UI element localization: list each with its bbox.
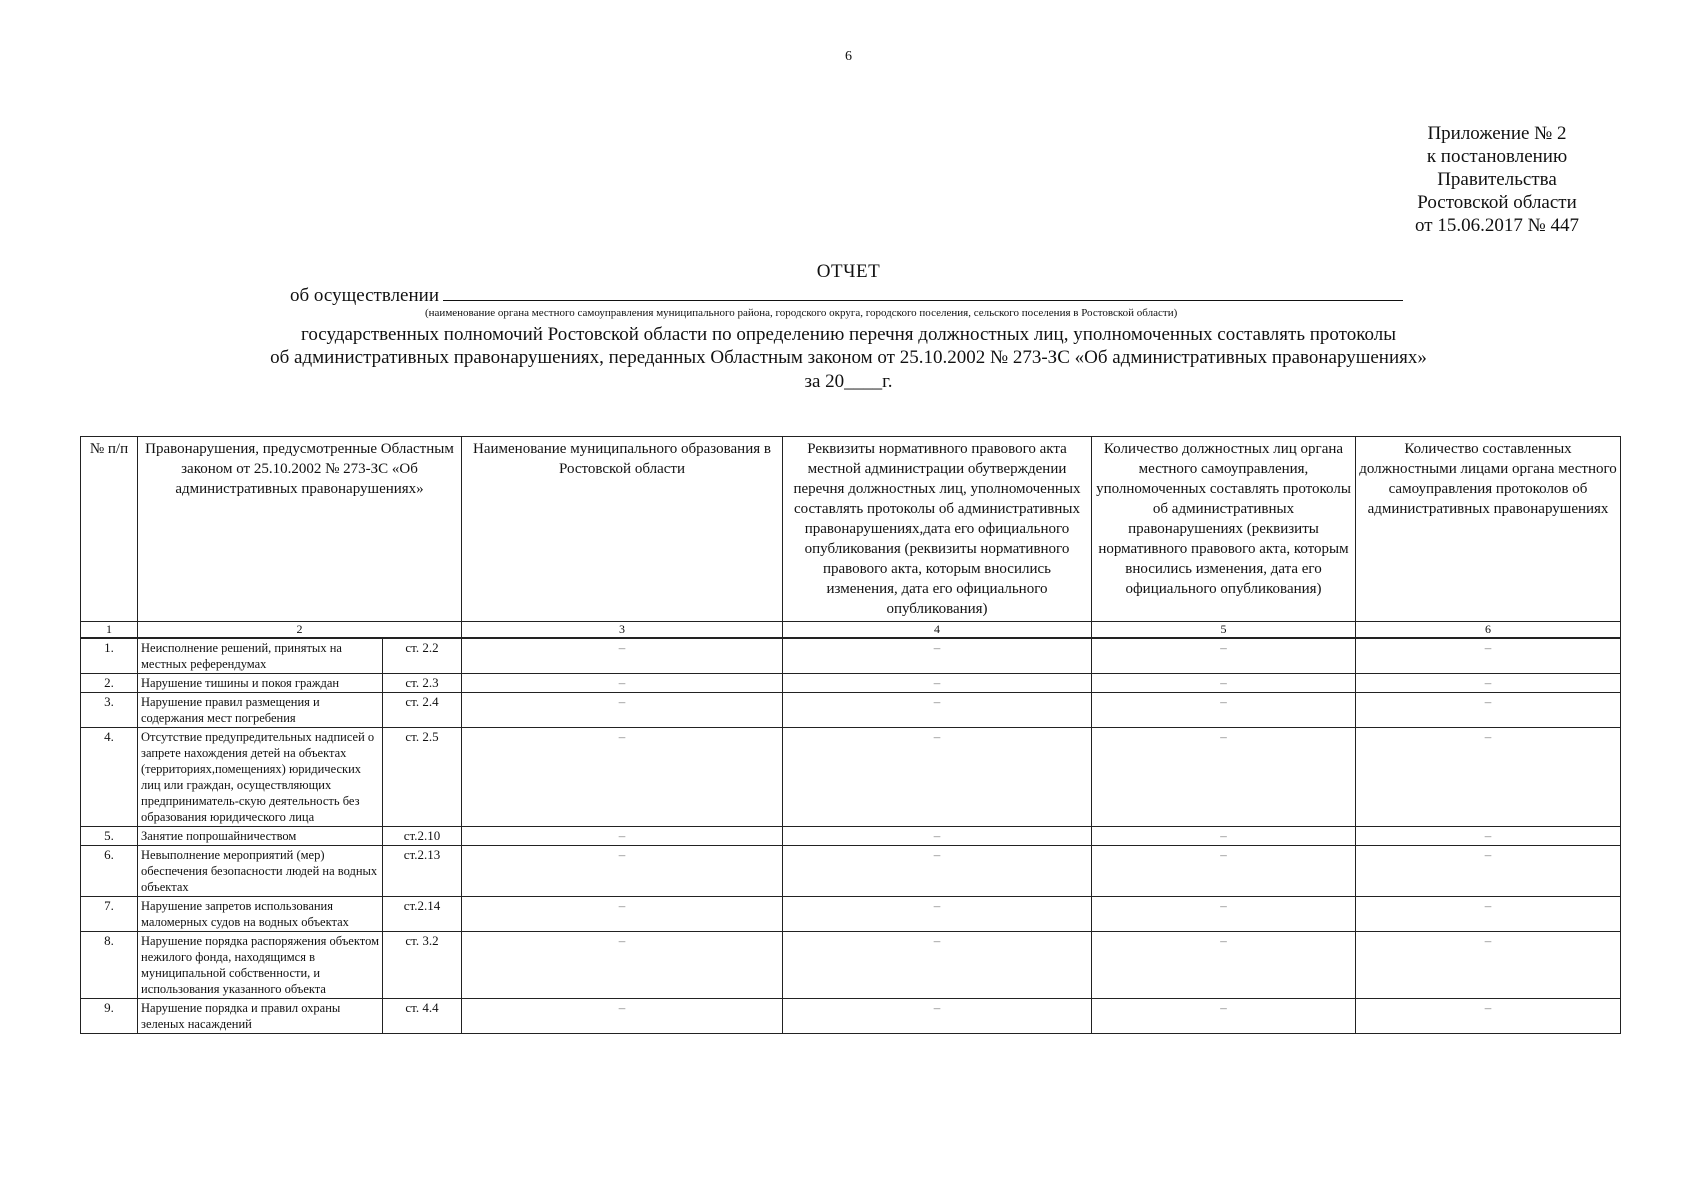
row-cell: – <box>462 827 783 846</box>
report-subtitle-line-1: государственных полномочий Ростовской области по определению перечня должностных лиц, уполномоченных составлять протоколы <box>301 324 1396 345</box>
row-article: ст. 2.5 <box>383 728 462 827</box>
table-row <box>81 932 1621 999</box>
about-line <box>290 285 1403 307</box>
row-number: 1. <box>81 638 138 674</box>
row-cell: – <box>783 999 1092 1034</box>
appendix-line: Приложение № 2 <box>1427 123 1567 144</box>
appendix-block <box>1357 122 1597 237</box>
row-number: 4. <box>81 728 138 827</box>
column-number: 4 <box>783 622 1092 639</box>
row-number: 5. <box>81 827 138 846</box>
row-cell: – <box>1356 693 1621 728</box>
row-cell: – <box>783 827 1092 846</box>
row-cell: – <box>1092 932 1356 999</box>
header-offense: Правонарушения, предусмотренные Областным законом от 25.10.2002 № 273-ЗС «Об административных правонарушениях» <box>138 437 462 622</box>
row-cell: – <box>783 674 1092 693</box>
row-cell: – <box>462 638 783 674</box>
row-cell: – <box>1092 897 1356 932</box>
row-cell: – <box>1092 693 1356 728</box>
column-number: 1 <box>81 622 138 639</box>
row-cell: – <box>783 693 1092 728</box>
row-cell: – <box>1092 638 1356 674</box>
row-cell: – <box>1356 728 1621 827</box>
row-article: ст.2.13 <box>383 846 462 897</box>
column-numbers-row <box>81 622 1621 639</box>
row-article: ст. 3.2 <box>383 932 462 999</box>
row-cell: – <box>783 638 1092 674</box>
row-article: ст. 2.4 <box>383 693 462 728</box>
table-row <box>81 897 1621 932</box>
appendix-line: Правительства <box>1437 169 1557 190</box>
table-row <box>81 999 1621 1034</box>
about-prefix: об осуществлении <box>290 285 439 306</box>
row-cell: – <box>462 693 783 728</box>
header-municipality: Наименование муниципального образования в Ростовской области <box>462 437 783 622</box>
organ-name-blank <box>443 286 1403 301</box>
row-offense: Неисполнение решений, принятых на местных референдумах <box>138 638 383 674</box>
table-row <box>81 827 1621 846</box>
row-number: 3. <box>81 693 138 728</box>
column-number: 5 <box>1092 622 1356 639</box>
row-cell: – <box>1092 728 1356 827</box>
row-offense: Нарушение правил размещения и содержания мест погребения <box>138 693 383 728</box>
row-cell: – <box>462 846 783 897</box>
header-protocols-count: Количество составленных должностными лицами органа местного самоуправления протоколов об административных правонарушениях <box>1356 437 1621 622</box>
table-row <box>81 638 1621 674</box>
row-cell: – <box>1356 827 1621 846</box>
table-row <box>81 728 1621 827</box>
row-cell: – <box>462 897 783 932</box>
row-number: 8. <box>81 932 138 999</box>
table-row <box>81 693 1621 728</box>
appendix-line: от 15.06.2017 № 447 <box>1415 215 1579 236</box>
row-cell: – <box>1356 897 1621 932</box>
report-table <box>80 436 1621 1034</box>
page-number: 6 <box>845 49 852 64</box>
header-legal-act: Реквизиты нормативного правового акта местной администрации обутверждении перечня должностных лиц, уполномоченных составлять протоколы об административных правонарушениях,дата его официального опубликования (реквизиты нормативного правового акта, которым вносились изменения, дата его официального опубликования) <box>783 437 1092 622</box>
row-cell: – <box>462 728 783 827</box>
row-offense: Нарушение порядка и правил охраны зеленых насаждений <box>138 999 383 1034</box>
row-cell: – <box>1356 846 1621 897</box>
row-cell: – <box>783 932 1092 999</box>
row-cell: – <box>462 999 783 1034</box>
row-number: 9. <box>81 999 138 1034</box>
report-year-line: за 20____г. <box>804 371 893 392</box>
row-offense: Занятие попрошайничеством <box>138 827 383 846</box>
row-cell: – <box>783 846 1092 897</box>
report-subtitle-line-2: об административных правонарушениях, переданных Областным законом от 25.10.2002 № 273-ЗС «Об административных правонарушениях» <box>270 347 1427 368</box>
row-offense: Отсутствие предупредительных надписей о запрете нахождения детей на объектах (территориях,помещениях) юридических лиц или граждан, осуществляющих предприниматель-скую деятельность без образования юридического лица <box>138 728 383 827</box>
appendix-line: к постановлению <box>1426 146 1568 167</box>
row-article: ст. 2.3 <box>383 674 462 693</box>
row-cell: – <box>783 728 1092 827</box>
row-cell: – <box>1092 674 1356 693</box>
row-cell: – <box>1356 638 1621 674</box>
row-number: 7. <box>81 897 138 932</box>
table-header-row <box>81 437 1621 622</box>
row-cell: – <box>462 932 783 999</box>
row-offense: Нарушение порядка распоряжения объектом нежилого фонда, находящимся в муниципальной собственности, и использования указанного объекта <box>138 932 383 999</box>
table-row <box>81 674 1621 693</box>
column-number: 3 <box>462 622 783 639</box>
row-cell: – <box>1092 999 1356 1034</box>
column-number: 2 <box>138 622 462 639</box>
row-article: ст.2.10 <box>383 827 462 846</box>
row-cell: – <box>1356 932 1621 999</box>
header-number: № п/п <box>81 437 138 622</box>
organ-name-hint: (наименование органа местного самоуправления муниципального района, городского округа, городского поселения, сельского поселения в Ростовской области) <box>425 307 1178 319</box>
row-cell: – <box>1092 827 1356 846</box>
row-cell: – <box>1356 674 1621 693</box>
table-row <box>81 846 1621 897</box>
report-title: ОТЧЕТ <box>816 261 881 282</box>
header-officials-count: Количество должностных лиц органа местного самоуправления, уполномоченных составлять протоколы об административных правонарушениях (реквизиты нормативного правового акта, которым вносились изменения, дата его официального опубликования) <box>1092 437 1356 622</box>
row-article: ст. 2.2 <box>383 638 462 674</box>
row-article: ст. 4.4 <box>383 999 462 1034</box>
row-cell: – <box>1092 846 1356 897</box>
row-number: 6. <box>81 846 138 897</box>
row-cell: – <box>783 897 1092 932</box>
appendix-line: Ростовской области <box>1417 192 1577 213</box>
row-number: 2. <box>81 674 138 693</box>
row-offense: Невыполнение мероприятий (мер) обеспечения безопасности людей на водных объектах <box>138 846 383 897</box>
row-article: ст.2.14 <box>383 897 462 932</box>
row-cell: – <box>1356 999 1621 1034</box>
row-cell: – <box>462 674 783 693</box>
column-number: 6 <box>1356 622 1621 639</box>
row-offense: Нарушение запретов использования маломерных судов на водных объектах <box>138 897 383 932</box>
row-offense: Нарушение тишины и покоя граждан <box>138 674 383 693</box>
